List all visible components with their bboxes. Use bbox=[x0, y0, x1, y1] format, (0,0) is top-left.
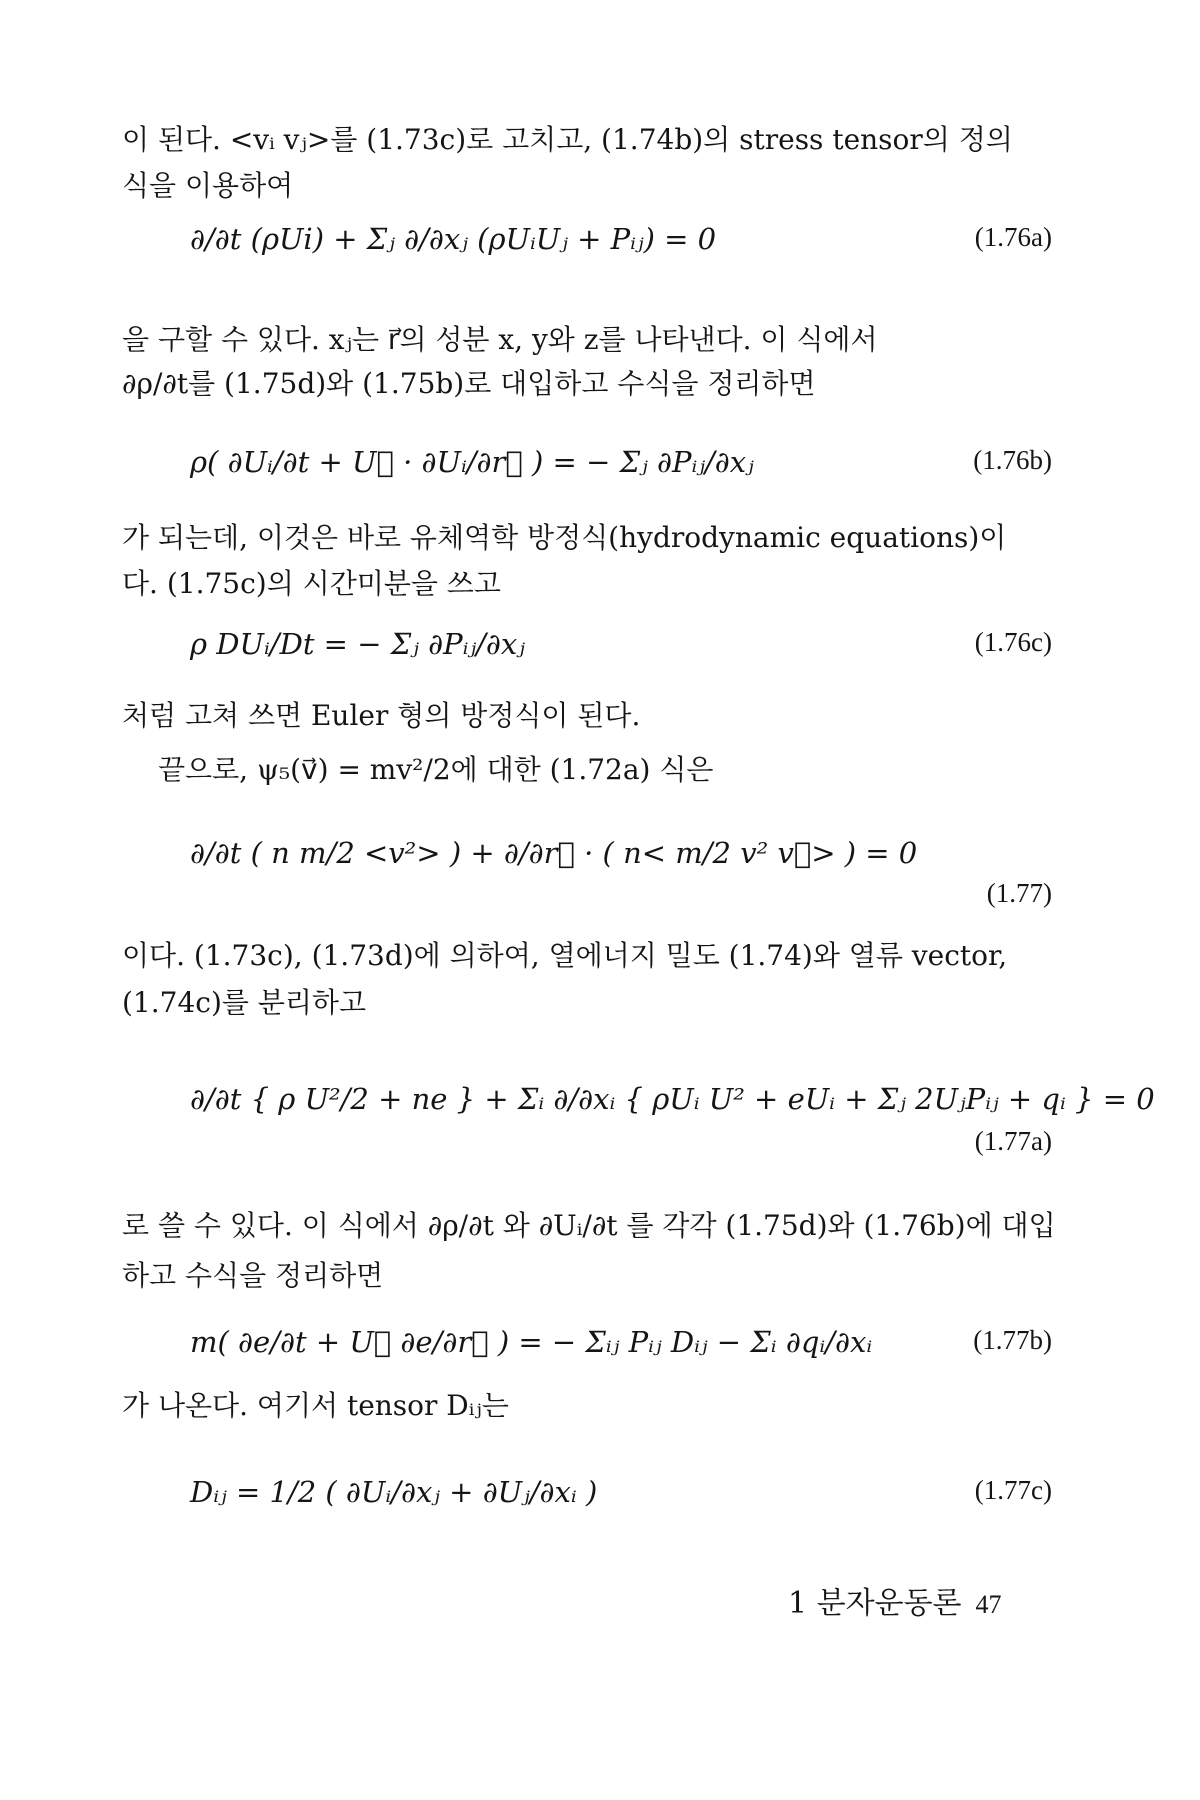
paragraph-line: 하고 수식을 정리하면 bbox=[122, 1259, 384, 1292]
equation-1-77b: m( ∂e/∂t + U⃗ ∂e/∂r⃗ ) = − Σᵢⱼ Pᵢⱼ Dᵢⱼ − Σᵢ ∂qᵢ/∂xᵢ bbox=[190, 1325, 873, 1359]
equation-number: (1.76a) bbox=[974, 222, 1052, 252]
paragraph-line: 을 구할 수 있다. xⱼ는 r⃗의 성분 x, y와 z를 나타낸다. 이 식에서 bbox=[122, 323, 878, 356]
paragraph-line: 식을 이용하여 bbox=[122, 169, 294, 202]
paragraph-line: 끝으로, ψ₅(v⃗) = mv²/2에 대한 (1.72a) 식은 bbox=[158, 753, 714, 786]
equation-number: (1.76b) bbox=[973, 445, 1052, 475]
paragraph-line: 처럼 고쳐 쓰면 Euler 형의 방정식이 된다. bbox=[122, 699, 641, 732]
equation-number: (1.76c) bbox=[974, 627, 1052, 657]
equation-1-77c: Dᵢⱼ = 1/2 ( ∂Uᵢ/∂xⱼ + ∂Uⱼ/∂xᵢ ) bbox=[190, 1475, 598, 1509]
paragraph-line: 다. (1.75c)의 시간미분을 쓰고 bbox=[122, 567, 501, 600]
equation-1-76c: ρ DUᵢ/Dt = − Σⱼ ∂Pᵢⱼ/∂xⱼ bbox=[190, 627, 525, 661]
paragraph-line: 가 되는데, 이것은 바로 유체역학 방정식(hydrodynamic equations)이 bbox=[122, 521, 1007, 554]
paragraph-line: ∂ρ/∂t를 (1.75d)와 (1.75b)로 대입하고 수식을 정리하면 bbox=[122, 367, 816, 400]
paragraph-line: (1.74c)를 분리하고 bbox=[122, 986, 367, 1019]
chapter-title: 1 분자운동론 bbox=[788, 1586, 962, 1621]
page-footer bbox=[788, 1578, 1002, 1622]
paragraph-line: 로 쓸 수 있다. 이 식에서 ∂ρ/∂t 와 ∂Uᵢ/∂t 를 각각 (1.75d)와 (1.76b)에 대입 bbox=[122, 1209, 1056, 1242]
equation-1-76b: ρ( ∂Uᵢ/∂t + U⃗ · ∂Uᵢ/∂r⃗ ) = − Σⱼ ∂Pᵢⱼ/∂xⱼ bbox=[190, 445, 754, 479]
paragraph-line: 가 나온다. 여기서 tensor Dᵢⱼ는 bbox=[122, 1389, 509, 1422]
equation-1-77a: ∂/∂t { ρ U²/2 + ne } + Σᵢ ∂/∂xᵢ { ρUᵢ U² + eUᵢ + Σⱼ 2UⱼPᵢⱼ + qᵢ } = 0 bbox=[190, 1082, 1155, 1116]
paragraph-line: 이 된다. <vᵢ vⱼ>를 (1.73c)로 고치고, (1.74b)의 stress tensor의 정의 bbox=[122, 123, 1013, 156]
equation-1-76a: ∂/∂t (ρUi) + Σⱼ ∂/∂xⱼ (ρUᵢUⱼ + Pᵢⱼ) = 0 bbox=[190, 222, 717, 256]
paragraph-line: 이다. (1.73c), (1.73d)에 의하여, 열에너지 밀도 (1.74)와 열류 vector, bbox=[122, 939, 1008, 972]
equation-number: (1.77c) bbox=[974, 1475, 1052, 1505]
equation-number: (1.77) bbox=[986, 878, 1052, 908]
page-number: 47 bbox=[975, 1590, 1002, 1619]
equation-1-77: ∂/∂t ( n m/2 <v²> ) + ∂/∂r⃗ · ( n< m/2 v² v⃗> ) = 0 bbox=[190, 836, 918, 870]
equation-number: (1.77a) bbox=[974, 1126, 1052, 1156]
equation-number: (1.77b) bbox=[973, 1325, 1052, 1355]
